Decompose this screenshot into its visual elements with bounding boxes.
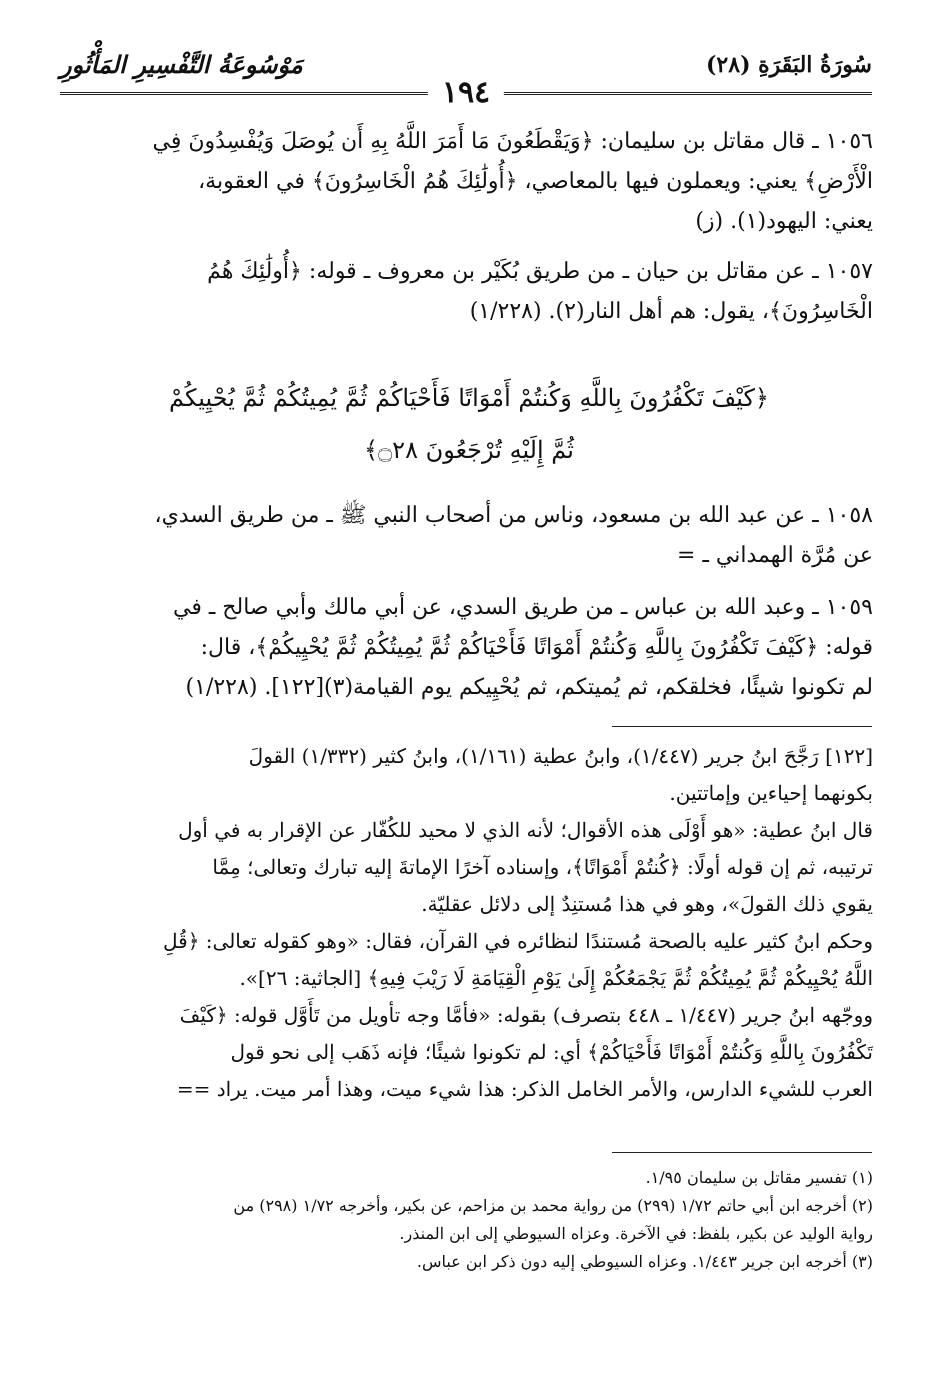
verse-line: ثُمَّ إِلَيْهِ تُرْجَعُونَ ۝٢٨﴾ [364, 436, 574, 464]
note-line: العرب للشيء الدارس، والأمر الخامل الذكر: هذا شيء ميت، وهذا أمر ميت. يراد == [176, 1077, 873, 1101]
note-line: يقوي ذلك القولَ»، وهو في هذا مُستنِدٌ إلى دلائل عقليّة. [421, 892, 873, 916]
text-line: ١٠٥٦ ـ قال مقاتل بن سليمان: ﴿وَيَقْطَعُونَ مَا أَمَرَ اللَّهُ بِهِ أَن يُوصَلَ وَيُفْسِدُونَ فِي [152, 129, 873, 154]
note-line: تَكْفُرُونَ بِاللَّهِ وَكُنتُمْ أَمْوَاتًا فَأَحْيَاكُمْ﴾ أي: لم تكونوا شيئًا؛ فإنه ذَهَب إلى نحو قول [230, 1040, 873, 1064]
footnote-line: (١) تفسير مقاتل بن سليمان ١/٩٥. [645, 1168, 873, 1187]
text-line: ١٠٥٨ ـ عن عبد الله بن مسعود، وناس من أصحاب النبي ﷺ ـ من طريق السدي، [154, 503, 873, 528]
footnotes-separator [612, 1152, 872, 1153]
entry-1058 [65, 496, 873, 576]
note-line: اللَّهُ يُحْيِيكُمْ ثُمَّ يُمِيتُكُمْ ثُمَّ يَجْمَعُكُمْ إِلَىٰ يَوْمِ الْقِيَامَةِ لَا رَيْبَ فِيهِ﴾ [الجاثية: ٢٦]». [239, 966, 873, 990]
entry-1057 [65, 252, 873, 332]
note-line: قال ابنُ عطية: «هو أَوْلَى هذه الأقوال؛ لأنه الذي لا محيد للكُفّار عن الإقرار به في أول [178, 818, 873, 842]
text-line: يعني: اليهود(١). (ز) [695, 209, 873, 234]
text-line: الْخَاسِرُونَ﴾، يقول: هم أهل النار(٢). (١/٢٢٨) [469, 299, 873, 324]
surah-title: سُورَةُ البَقَرَةِ (٢٨) [706, 52, 872, 78]
entry-1056 [65, 122, 873, 242]
verse-line: ﴿كَيْفَ تَكْفُرُونَ بِاللَّهِ وَكُنتُمْ أَمْوَاتًا فَأَحْيَاكُمْ ثُمَّ يُمِيتُكُمْ ثُمَّ يُحْيِيكُمْ [169, 384, 769, 412]
note-line: [١٢٢] رَجَّحَ ابنُ جرير (١/٤٤٧)، وابنُ عطية (١/١٦١)، وابنُ كثير (١/٣٣٢) القولَ [248, 744, 873, 768]
note-line: ترتيبه، ثم إن قوله أولًا: ﴿كُنتُمْ أَمْوَاتًا﴾، وإسناده آخرًا الإماتةَ إليه تبارك وتعالى؛ مِمَّا [212, 855, 873, 879]
text-line: ١٠٥٩ ـ وعبد الله بن عباس ـ من طريق السدي، عن أبي مالك وأبي صالح ـ في [173, 595, 873, 620]
page-header [60, 38, 872, 110]
footnotes [65, 1164, 873, 1276]
notes-separator [612, 726, 872, 727]
quran-verse [130, 372, 808, 476]
note-line: وحكم ابنُ كثير عليه بالصحة مُستندًا لنظائره في القرآن، فقال: «وهو كقوله تعالى: ﴿قُلِ [163, 929, 873, 953]
text-line: لم تكونوا شيئًا، فخلقكم، ثم يُميتكم، ثم يُحْيِيكم يوم القيامة(٣)[١٢٢]. (١/٢٢٨) [185, 675, 873, 700]
footnote-line: (٢) أخرجه ابن أبي حاتم ١/٧٢ (٢٩٩) من رواية محمد بن مزاحم، عن بكير، وأخرجه ١/٧٢ (٢٩٨) من [233, 1196, 873, 1215]
page-number: ١٩٤ [428, 76, 504, 110]
note-line: ووجّهه ابنُ جرير (١/٤٤٧ ـ ٤٤٨ بتصرف) بقوله: «فأمَّا وجه تأويل من تَأَوَّل قوله: ﴿كَيْفَ [179, 1003, 873, 1027]
text-line: الْأَرْضِ﴾ يعني: ويعملون فيها بالمعاصي، ﴿أُولَٰئِكَ هُمُ الْخَاسِرُونَ﴾ في العقوبة، [198, 169, 873, 194]
note-line: بكونهما إحياءين وإماتتين. [669, 781, 873, 805]
footnote-line: (٣) أخرجه ابن جرير ١/٤٤٣. وعزاه السيوطي إليه دون ذكر ابن عباس. [416, 1252, 873, 1271]
text-line: عن مُرَّة الهمداني ـ = [677, 543, 873, 568]
entry-1059 [65, 588, 873, 708]
text-line: ١٠٥٧ ـ عن مقاتل بن حيان ـ من طريق بُكَيْر بن معروف ـ قوله: ﴿أُولَٰئِكَ هُمُ [207, 259, 873, 284]
text-line: قوله: ﴿كَيْفَ تَكْفُرُونَ بِاللَّهِ وَكُنتُمْ أَمْوَاتًا فَأَحْيَاكُمْ ثُمَّ يُمِيتُكُمْ ثُمَّ يُحْيِيكُمْ﴾، قال: [200, 635, 873, 660]
book-title: مَوْسُوعَةُ التَّفْسِيرِ المَأْثُورِ [60, 50, 303, 79]
footnote-line: رواية الوليد عن بكير، بلفظ: في الآخرة. وعزاه السيوطي إلى ابن المنذر. [399, 1224, 873, 1243]
editorial-notes [65, 738, 873, 1108]
